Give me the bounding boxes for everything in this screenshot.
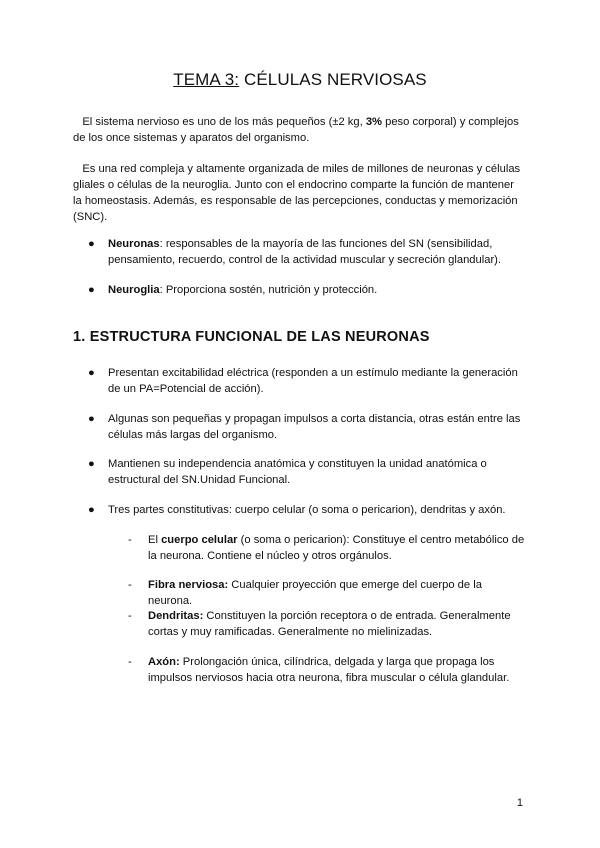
bullet-text: Presentan excitabilidad eléctrica (responden a un estímulo mediante la generación de un PA=Potencial de acción). <box>108 367 518 395</box>
dash-marker: - <box>128 534 132 546</box>
dash-marker: - <box>128 610 132 622</box>
list-item-neuroglia <box>88 282 528 298</box>
list-item-excitabilidad <box>88 365 528 397</box>
part-term: Axón: <box>148 656 180 668</box>
bullet-icon: ● <box>88 367 95 379</box>
term-neuroglia: Neuroglia <box>108 284 160 296</box>
section-heading-1: 1. ESTRUCTURA FUNCIONAL DE LAS NEURONAS <box>73 329 430 345</box>
intro-1-bold: 3% <box>365 116 382 128</box>
intro-paragraph-1 <box>73 114 525 146</box>
list-item-partes <box>88 502 528 518</box>
sub-item-cuerpo-celular <box>128 532 528 564</box>
page-title <box>0 70 600 90</box>
bullet-text: Algunas son pequeñas y propagan impulsos a corta distancia, otras están entre las células más largas del organismo. <box>108 413 521 441</box>
title-rest: CÉLULAS NERVIOSAS <box>239 70 427 89</box>
part-desc: Constituyen la porción receptora o de entrada. Generalmente cortas y muy ramificadas. Generalmente no mielinizadas. <box>148 610 511 638</box>
intro-1-pre: El sistema nervioso es uno de los más pequeños (±2 kg, <box>82 116 366 128</box>
bullet-icon: ● <box>88 504 95 516</box>
part-lead: El <box>148 534 162 546</box>
part-term: Fibra nerviosa: <box>148 579 229 591</box>
intro-2-text: Es una red compleja y altamente organizada de miles de millones de neuronas y células gliales o células de la neuroglia. Junto con el endocrino comparte la función de mantener la homeostasis. Además, es responsable de las percepciones, conductas y memorización (SNC). <box>73 163 521 223</box>
bullet-text: Tres partes constitutivas: cuerpo celular (o soma o pericarion), dendritas y axón. <box>108 504 506 516</box>
sub-item-dendritas <box>128 608 528 640</box>
part-term: Dendritas: <box>148 610 204 622</box>
part-term: cuerpo celular <box>161 534 238 546</box>
term-neuronas: Neuronas <box>108 238 160 250</box>
bullet-icon: ● <box>88 238 95 250</box>
part-desc: Cualquier proyección que emerge del cuerpo de la neurona. <box>148 579 482 607</box>
list-item-neuronas <box>88 236 528 268</box>
desc-neuronas: : responsables de la mayoría de las funciones del SN (sensibilidad, pensamiento, recuerdo, control de la actividad muscular y secreción glandular). <box>108 238 502 266</box>
dash-marker: - <box>128 656 132 668</box>
bullet-icon: ● <box>88 284 95 296</box>
page-number: 1 <box>516 797 523 809</box>
sub-item-fibra-nerviosa <box>128 577 528 609</box>
bullet-icon: ● <box>88 458 95 470</box>
desc-neuroglia: : Proporciona sostén, nutrición y protección. <box>159 284 378 296</box>
bullet-icon: ● <box>88 413 95 425</box>
list-item-tamano <box>88 411 528 443</box>
intro-paragraph-2 <box>73 161 525 225</box>
list-item-independencia <box>88 456 528 488</box>
dash-marker: - <box>128 579 132 591</box>
part-desc: (o soma o pericarion): Constituye el centro metabólico de la neurona. Contiene el núcleo y otros orgánulos. <box>148 534 525 562</box>
sub-item-axon <box>128 654 528 686</box>
intro-1-post: peso corporal) y complejos de los once sistemas y aparatos del organismo. <box>73 116 519 144</box>
bullet-text: Mantienen su independencia anatómica y constituyen la unidad anatómica o estructural del SN.Unidad Funcional. <box>108 458 487 486</box>
title-prefix: TEMA 3: <box>173 70 240 89</box>
part-desc: Prolongación única, cilíndrica, delgada y larga que propaga los impulsos nerviosos hacia otra neurona, fibra muscular o célula glandular. <box>148 656 510 684</box>
